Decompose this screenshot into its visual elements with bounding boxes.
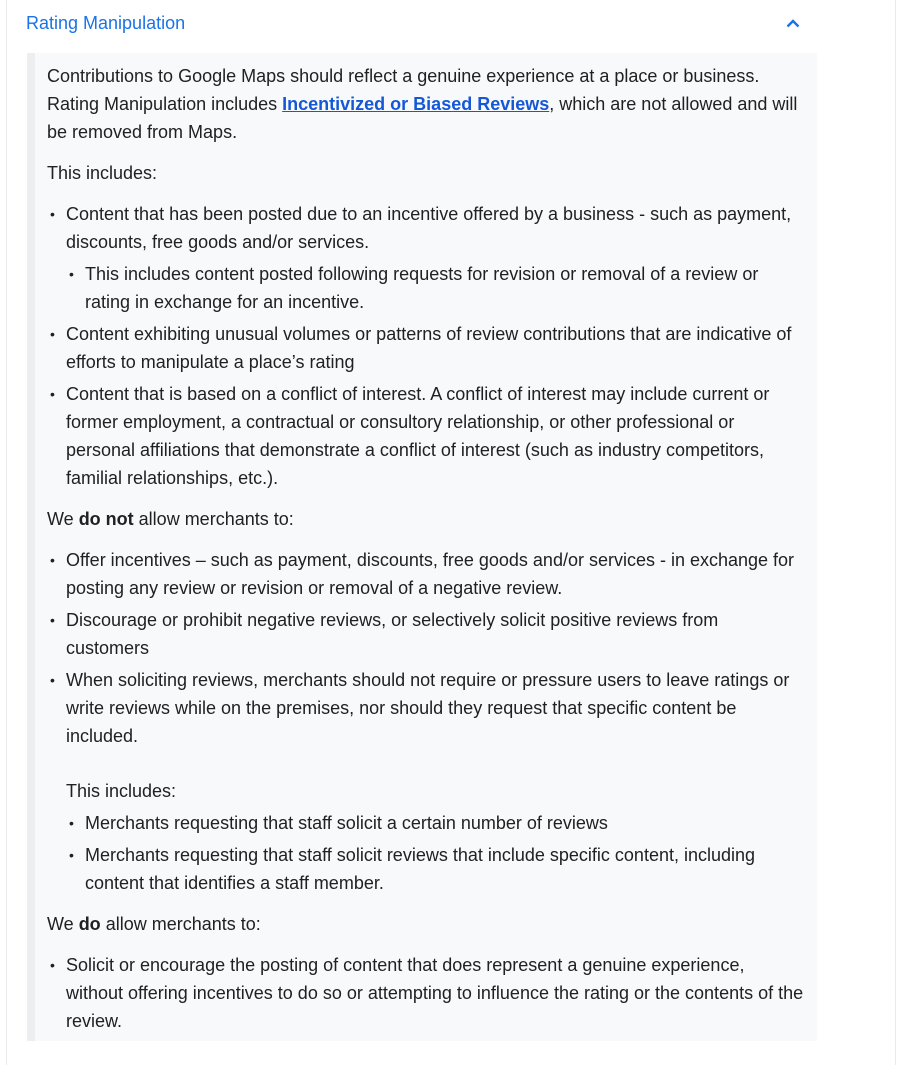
- list-item: • Solicit or encourage the posting of content that does represent a genuine experience, without offering incentives to do so or attempting to influence the rating or the contents of the review.: [47, 951, 805, 1035]
- not-allow-list: [47, 546, 805, 897]
- list-item: • Content exhibiting unusual volumes or patterns of review contributions that are indicative of efforts to manipulate a place’s rating: [47, 320, 805, 376]
- heading-emphasis: do not: [78, 509, 134, 529]
- list-item: [47, 666, 805, 897]
- incentivized-reviews-link[interactable]: Incentivized or Biased Reviews: [282, 94, 550, 114]
- list-item: • Content that is based on a conflict of interest. A conflict of interest may include current or former employment, a contractual or consultory relationship, or other professional or personal affiliations that demonstrate a conflict of interest (such as industry competitors, familial relationships, etc.).: [47, 380, 805, 492]
- list-item: • Discourage or prohibit negative reviews, or selectively solicit positive reviews from customers: [47, 606, 805, 662]
- intro-text: Contributions to Google Maps should reflect a genuine experience at a place or business. Rating Manipulation includes: [47, 66, 760, 114]
- includes-list: [47, 200, 805, 492]
- heading-suffix: allow merchants to:: [100, 914, 261, 934]
- heading-suffix: allow merchants to:: [133, 509, 294, 529]
- sub-includes-label: This includes:: [66, 781, 177, 801]
- list-item: • Merchants requesting that staff solicit a certain number of reviews: [66, 809, 805, 837]
- sub-list: [66, 260, 805, 316]
- accordion-header[interactable]: [7, 0, 807, 46]
- allow-heading: [47, 910, 805, 938]
- chevron-up-icon[interactable]: [785, 17, 801, 29]
- list-item-text: Content that has been posted due to an incentive offered by a business - such as payment, discounts, free goods and/or services.: [66, 204, 792, 252]
- list-item: • This includes content posted following requests for revision or removal of a review or rating in exchange for an incentive.: [66, 260, 805, 316]
- list-item-text: When soliciting reviews, merchants should not require or pressure users to leave ratings or write reviews while on the premises, nor should they request that specific content be included.: [66, 670, 790, 746]
- intro-paragraph: [47, 62, 805, 146]
- list-item: • Merchants requesting that staff solicit reviews that include specific content, including content that identifies a staff member.: [66, 841, 805, 897]
- accordion-title: Rating Manipulation: [26, 12, 186, 33]
- includes-label: This includes:: [47, 163, 158, 183]
- heading-emphasis: do: [78, 914, 101, 934]
- list-item: [47, 200, 805, 316]
- accordion-content: [27, 53, 817, 1041]
- allow-list: [47, 951, 805, 1035]
- accordion-frame: [6, 0, 896, 1065]
- list-item: • Offer incentives – such as payment, discounts, free goods and/or services - in exchange for posting any review or revision or removal of a negative review.: [47, 546, 805, 602]
- not-allow-heading: [47, 505, 805, 533]
- heading-prefix: We: [47, 509, 79, 529]
- heading-prefix: We: [47, 914, 79, 934]
- sub-list: [66, 809, 805, 897]
- intro-text-end: , which are not allowed and will be removed from Maps.: [47, 94, 798, 142]
